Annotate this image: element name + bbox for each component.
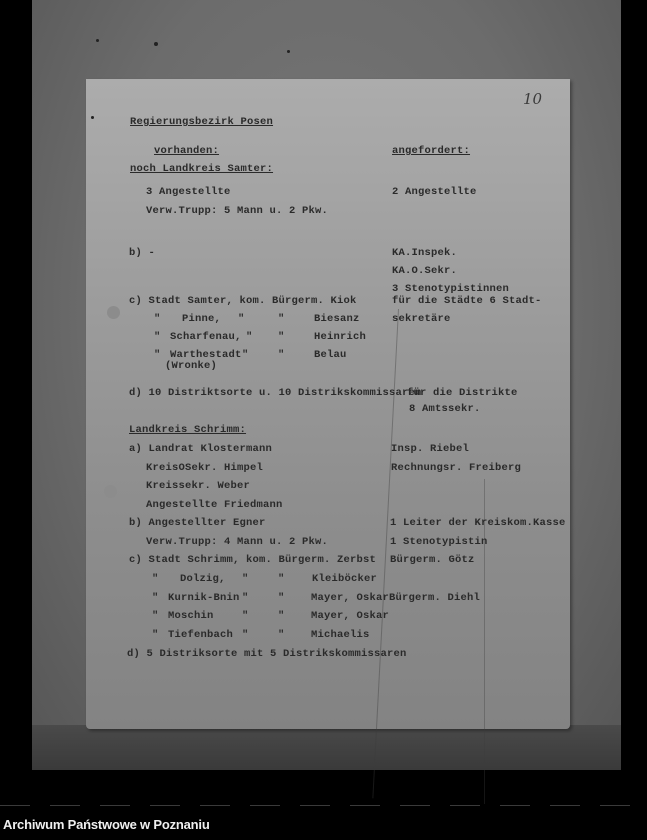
entry-left: Angestellte Friedmann [146, 499, 283, 511]
mayor-name: Biesanz [314, 313, 360, 325]
entry-left: b) - [129, 247, 156, 259]
entry-left: Verw.Trupp: 4 Mann u. 2 Pkw. [146, 536, 329, 548]
ditto-mark: " [152, 610, 159, 622]
speck [287, 50, 290, 53]
entry-right: Bürgerm. Diehl [389, 592, 481, 604]
board-shadow [32, 725, 621, 770]
ditto-mark: " [154, 331, 161, 343]
mayor-name: Mayer, Oskar [311, 610, 390, 622]
mayor-name: Belau [314, 349, 347, 361]
section-title: Landkreis Schrimm: [129, 424, 247, 436]
entry-left: Kreissekr. Weber [146, 480, 251, 492]
ditto-mark: " [242, 592, 249, 604]
ditto-mark: " [242, 573, 249, 585]
section-title: noch Landkreis Samter: [130, 163, 274, 175]
speck [96, 39, 99, 42]
entry-left: a) Landrat Klostermann [129, 443, 273, 455]
entry-left: c) Stadt Samter, kom. Bürgerm. Kiok [129, 295, 357, 307]
ditto-mark: " [278, 592, 285, 604]
ditto-mark: " [152, 592, 159, 604]
ditto-mark: " [242, 610, 249, 622]
punch-hole [107, 306, 120, 319]
entry-right: 1 Leiter der Kreiskom.Kasse [390, 517, 566, 529]
ditto-mark: " [278, 573, 285, 585]
punch-hole [104, 485, 117, 498]
speck [91, 116, 94, 119]
speck [154, 42, 158, 46]
entry-left: c) Stadt Schrimm, kom. Bürgerm. Zerbst [129, 554, 377, 566]
entry-right: für die Städte 6 Stadt- [392, 295, 542, 307]
scan-artifact [0, 805, 647, 806]
town: Scharfenau, [170, 331, 242, 343]
town: Warthestadt [170, 349, 242, 361]
mayor-name: Mayer, Oskar [311, 592, 390, 604]
page-number: 10 [523, 90, 543, 108]
ditto-mark: " [154, 313, 161, 325]
ditto-mark: " [278, 610, 285, 622]
ditto-mark: " [278, 349, 285, 361]
entry-left: d) 5 Distriksorte mit 5 Distrikskommissaren [127, 648, 407, 660]
ditto-mark: " [278, 629, 285, 641]
column-left-header: vorhanden: [154, 145, 220, 157]
entry-left: b) Angestellter Egner [129, 517, 266, 529]
town-alt-name: (Wronke) [165, 360, 218, 372]
town: Pinne, [182, 313, 222, 325]
ditto-mark: " [246, 331, 253, 343]
column-right-header: angefordert: [392, 145, 471, 157]
ditto-mark: " [152, 573, 159, 585]
heading: Regierungsbezirk Posen [130, 116, 274, 128]
entry-right: Rechnungsr. Freiberg [391, 462, 522, 474]
entry-right: Insp. Riebel [391, 443, 470, 455]
town: Moschin [168, 610, 214, 622]
entry-left: KreisOSekr. Himpel [146, 462, 264, 474]
ditto-mark: " [242, 629, 249, 641]
mayor-name: Michaelis [311, 629, 370, 641]
entry-right: KA.Inspek. [392, 247, 458, 259]
entry-left: Verw.Trupp: 5 Mann u. 2 Pkw. [146, 205, 329, 217]
ditto-mark: " [278, 331, 285, 343]
town: Tiefenbach [168, 629, 234, 641]
mayor-name: Kleiböcker [312, 573, 378, 585]
ditto-mark: " [238, 313, 245, 325]
entry-left: 3 Angestellte [146, 186, 231, 198]
ditto-mark: " [152, 629, 159, 641]
entry-left: d) 10 Distriktsorte u. 10 Distrikskommissaren [129, 387, 422, 399]
town: Dolzig, [180, 573, 226, 585]
entry-right: 3 Stenotypistinnen [392, 283, 510, 295]
entry-right: 1 Stenotypistin [390, 536, 488, 548]
entry-right: sekretäre [392, 313, 451, 325]
ditto-mark: " [242, 349, 249, 361]
town: Kurnik-Bnin [168, 592, 240, 604]
entry-right: für die Distrikte [407, 387, 518, 399]
entry-right: 8 Amtssekr. [409, 403, 481, 415]
entry-right: KA.O.Sekr. [392, 265, 458, 277]
mayor-name: Heinrich [314, 331, 367, 343]
ditto-mark: " [278, 313, 285, 325]
entry-right: Bürgerm. Götz [390, 554, 475, 566]
entry-right: 2 Angestellte [392, 186, 477, 198]
ditto-mark: " [154, 349, 161, 361]
archive-label: Archiwum Państwowe w Poznaniu [3, 817, 210, 832]
